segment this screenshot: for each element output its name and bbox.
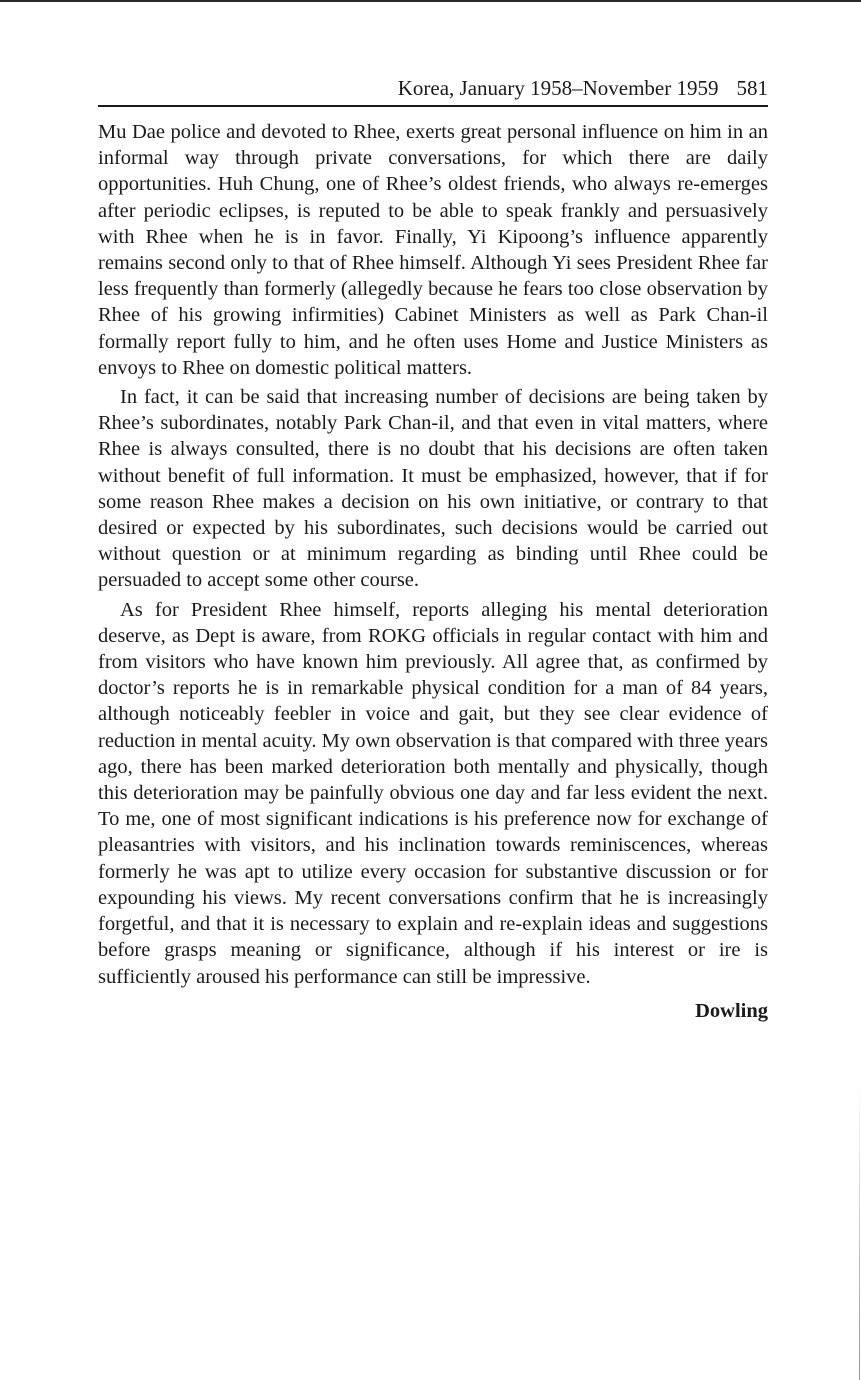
document-page — [98, 74, 768, 1024]
signature: Dowling — [695, 999, 768, 1022]
running-head-title: Korea, January 1958–November 1959 — [397, 76, 719, 100]
running-head — [98, 74, 768, 107]
page-number: 581 — [736, 76, 768, 100]
page-right-edge — [859, 1080, 860, 1380]
paragraph-rhee-health: As for President Rhee himself, reports alleging his mental deterioration deserve, as Dept is aware, from ROKG officials in regular contact with him and from visitors who have known him previously. All agree that, as confirmed by doctor’s reports he is in remarkable physical condition for a man of 84 years, although noticeably feebler in voice and gait, but they see clear evidence of reduction in mental acuity. My own observation is that compared with three years ago, there has been marked deterioration both mentally and physically, though this deterioration may be painfully obvious one day and far less evident the next. To me, one of most significant indications is his preference now for exchange of pleasantries with visitors, and his inclination towards reminiscences, whereas formerly he was apt to utilize every occasion for substantive discussion or for expounding his views. My recent conversations confirm that he is increasingly forgetful, and that it is necessary to explain and re-explain ideas and suggestions before grasps meaning or significance, although if his interest or ire is sufficiently aroused his performance can still be impressive. — [98, 598, 768, 988]
paragraph-continued: Mu Dae police and devoted to Rhee, exerts great personal influence on him in an informal way through private conversations, for which there are daily opportunities. Huh Chung, one of Rhee’s oldest friends, who always re-emerges after periodic eclipses, is reputed to be able to speak frankly and persuasively with Rhee when he is in favor. Finally, Yi Kipoong’s influence apparently remains second only to that of Rhee himself. Although Yi sees President Rhee far less frequently than formerly (allegedly because he fears too close observation by Rhee of his growing infirmities) Cabinet Ministers as well as Park Chan-il formally report fully to him, and he often uses Home and Justice Ministers as envoys to Rhee on domestic political matters. — [98, 121, 768, 379]
page-top-edge — [0, 0, 861, 2]
paragraph-decisions: In fact, it can be said that increasing number of decisions are being taken by Rhee’s subordinates, notably Park Chan-il, and that even in vital matters, where Rhee is always consulted, there is no doubt that his decisions are often taken without benefit of full information. It must be emphasized, however, that if for some reason Rhee makes a decision on his own initiative, or contrary to that desired or expected by his subordinates, such decisions would be carried out without question or at minimum regarding as binding until Rhee could be persuaded to accept some other course. — [98, 386, 768, 592]
body-text — [98, 119, 768, 990]
